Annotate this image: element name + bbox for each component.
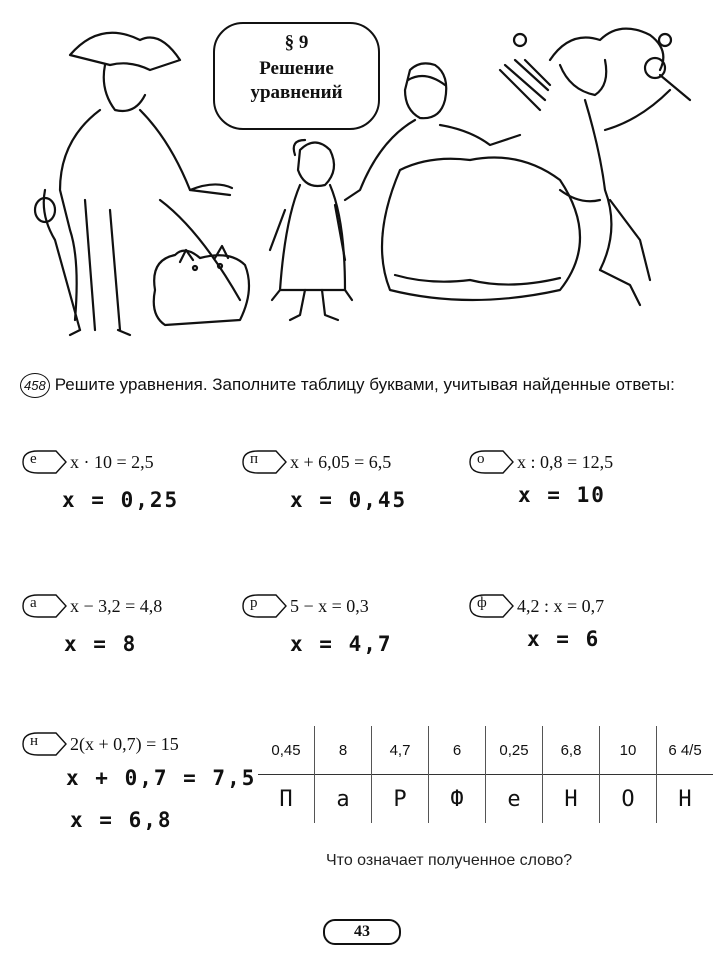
- equation-letter: е: [30, 451, 37, 467]
- task-text: Решите уравнения. Заполните таблицу буквами, учитывая найденные ответы:: [54, 375, 675, 394]
- equation-f: [467, 592, 604, 620]
- section-title-bubble: [213, 22, 380, 130]
- follow-up-question: Что означает полученное слово?: [326, 852, 573, 869]
- handwritten-answer: x = 4,7: [290, 632, 393, 656]
- letter-tag: [20, 592, 68, 620]
- equation-n: [20, 730, 179, 758]
- table-letter-cell: Н: [543, 775, 600, 824]
- task-number: 458: [20, 373, 50, 398]
- equation-e: [20, 448, 154, 476]
- section-title-line1: Решение: [259, 58, 334, 79]
- equation-expression: x : 0,8 = 12,5: [517, 451, 614, 472]
- table-letter-cell: а: [315, 775, 372, 824]
- table-value-cell: 10: [600, 726, 657, 775]
- letter-tag: [467, 448, 515, 476]
- equation-letter: н: [30, 733, 39, 749]
- equation-letter: ф: [477, 595, 487, 611]
- letter-tag: [20, 730, 68, 758]
- task-statement: [20, 373, 710, 398]
- handwritten-answer: x = 10: [518, 483, 606, 507]
- handwritten-answer: x = 6,8: [70, 808, 173, 832]
- table-value-cell: 6 4/5: [657, 726, 714, 775]
- equation-a: [20, 592, 162, 620]
- table-value-cell: 6: [429, 726, 486, 775]
- equation-expression: 2(x + 0,7) = 15: [70, 733, 179, 754]
- handwritten-answer: x = 0,25: [62, 488, 180, 512]
- equation-letter: п: [250, 451, 259, 467]
- table-value-cell: 0,25: [486, 726, 543, 775]
- table-value-cell: 0,45: [271, 741, 301, 759]
- table-value-cell: 6,8: [543, 726, 600, 775]
- table-letter-cell: Р: [372, 775, 429, 824]
- handwritten-answer: x = 6: [527, 627, 601, 651]
- equation-r: [240, 592, 369, 620]
- letter-tag: [20, 448, 68, 476]
- section-title-line2: уравнений: [250, 82, 343, 103]
- letter-tag: [240, 592, 288, 620]
- letter-tag: [467, 592, 515, 620]
- chapter-illustration: [0, 0, 727, 345]
- answer-table: [258, 726, 713, 823]
- equation-expression: x − 3,2 = 4,8: [70, 595, 163, 616]
- equation-o: [467, 448, 613, 476]
- table-letter-cell: е: [486, 775, 543, 824]
- equation-expression: x · 10 = 2,5: [70, 451, 154, 472]
- equation-letter: а: [30, 595, 37, 611]
- table-letter-cell: О: [600, 775, 657, 824]
- table-value-cell: 8: [315, 726, 372, 775]
- equation-expression: 5 − x = 0,3: [290, 595, 369, 616]
- equation-expression: x + 6,05 = 6,5: [290, 451, 392, 472]
- table-letter-cell: Н: [657, 775, 714, 824]
- table-letters-row: [258, 775, 713, 824]
- table-letter-cell: П: [258, 775, 315, 824]
- equation-letter: р: [250, 595, 258, 611]
- equation-letter: о: [477, 451, 485, 467]
- equation-p: [240, 448, 391, 476]
- handwritten-answer: x = 0,45: [290, 488, 408, 512]
- table-letter-cell: Ф: [429, 775, 486, 824]
- equation-expression: 4,2 : x = 0,7: [517, 595, 605, 616]
- page-number: 43: [323, 919, 401, 945]
- handwritten-work: x + 0,7 = 7,5: [66, 766, 257, 790]
- table-values-row: [258, 726, 713, 775]
- table-value-cell: 4,7: [372, 726, 429, 775]
- handwritten-answer: x = 8: [64, 632, 138, 656]
- letter-tag: [240, 448, 288, 476]
- section-number: § 9: [284, 32, 309, 53]
